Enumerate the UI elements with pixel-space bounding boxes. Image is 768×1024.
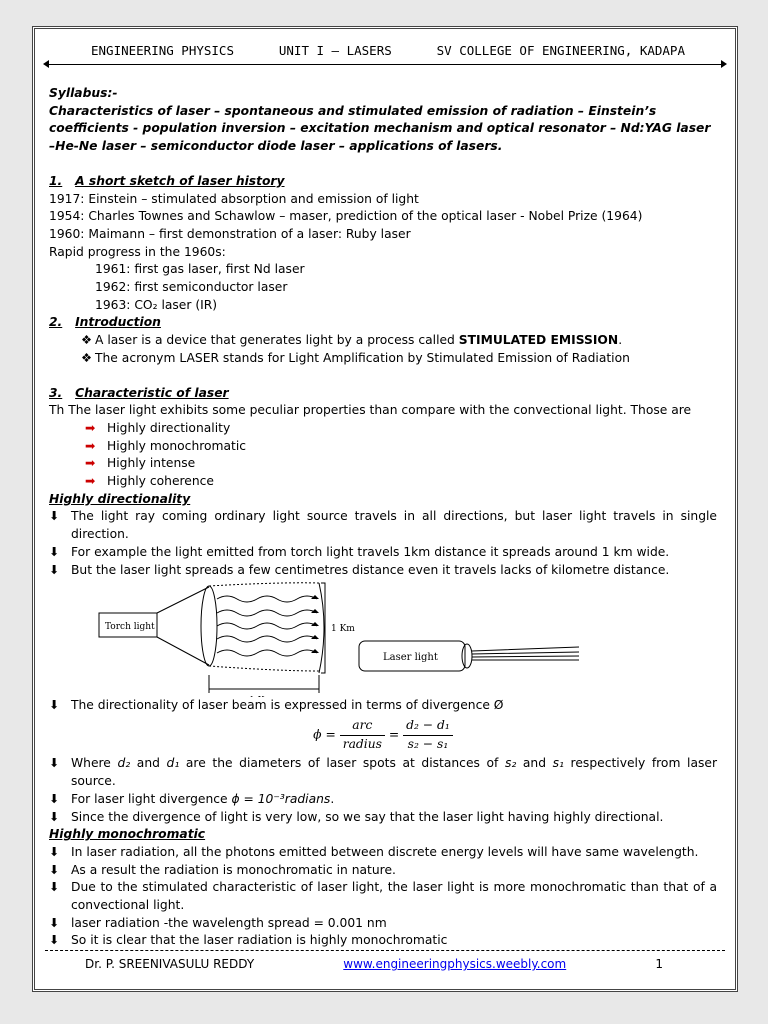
torch-label: Torch light	[105, 622, 155, 633]
torch-lens	[201, 586, 217, 666]
page-number: 1	[655, 957, 663, 971]
download-arrow-icon: ⬇	[49, 562, 60, 577]
red-arrow-icon: ➡	[85, 438, 96, 453]
divergence-equation: ϕ = $\frac{\text{arc}}{\text{radius}}$ = $\frac{\text{d₂ − d₁}}{\text{s₂ − s₁}}$	[49, 717, 717, 753]
download-arrow-icon: ⬇	[49, 862, 60, 877]
directionality-bullet: ⬇ The light ray coming ordinary light source travels in all directions, but laser light travels in single direction.	[49, 508, 717, 543]
directionality-bullet: ⬇ For example the light emitted from torch light travels 1km distance it spreads around 1 km wide.	[49, 544, 717, 562]
property-item: ➡ Highly directionality	[49, 420, 717, 438]
property-item: ➡ Highly intense	[49, 455, 717, 473]
download-arrow-icon: ⬇	[49, 544, 60, 559]
diamond-bullet-icon: ❖	[81, 333, 93, 348]
syllabus-label: Syllabus:-	[49, 86, 118, 100]
header-college: SV COLLEGE OF ENGINEERING, KADAPA	[436, 43, 685, 58]
section-1-heading: 1. A short sketch of laser history	[49, 173, 285, 188]
footer-author: Dr. P. SREENIVASULU REDDY	[85, 957, 255, 971]
history-line: 1917: Einstein – stimulated absorption and emission of light	[49, 191, 419, 206]
width-label: 1 Km	[331, 624, 355, 635]
section-3-heading: 3. Characteristic of laser	[49, 385, 229, 400]
history-sub-line: 1962: first semiconductor laser	[95, 280, 288, 295]
property-item: ➡ Highly monochromatic	[49, 438, 717, 456]
footer-website-link[interactable]: www.engineeringphysics.weebly.com	[343, 957, 567, 971]
download-arrow-icon: ⬇	[49, 844, 60, 859]
distance-label	[249, 696, 273, 697]
monochromatic-bullet: ⬇ In laser radiation, all the photons emitted between discrete energy levels will have same wavelength.	[49, 844, 717, 862]
download-arrow-icon: ⬇	[49, 809, 60, 824]
directionality-heading: Highly directionality	[49, 491, 191, 506]
document-page	[32, 26, 738, 992]
page-content	[49, 85, 717, 950]
download-arrow-icon: ⬇	[49, 791, 60, 806]
download-arrow-icon: ⬇	[49, 509, 60, 524]
monochromatic-bullet: ⬇ As a result the radiation is monochromatic in nature.	[49, 862, 717, 880]
header-rule	[45, 64, 725, 65]
torch-vs-laser-diagram	[49, 579, 739, 697]
directionality-bullet: ⬇ Since the divergence of light is very low, so we say that the laser light having highly directional.	[49, 809, 717, 827]
directionality-bullet: ⬇ But the laser light spreads a few centimetres distance even it travels lacks of kilometre distance.	[49, 562, 717, 580]
monochromatic-bullet: ⬇ laser radiation -the wavelength spread = 0.001 nm	[49, 915, 717, 933]
diamond-bullet-icon: ❖	[81, 350, 93, 365]
property-item: ➡ Highly coherence	[49, 473, 717, 491]
download-arrow-icon: ⬇	[49, 880, 60, 895]
directionality-bullet: ⬇ Where d₂ and d₁ are the diameters of laser spots at distances of s₂ and s₁ respectively from laser source.	[49, 755, 717, 790]
red-arrow-icon: ➡	[85, 474, 96, 489]
header-unit: UNIT I – LASERS	[278, 43, 392, 58]
monochromatic-heading: Highly monochromatic	[49, 827, 206, 842]
directionality-bullet: ⬇ The directionality of laser beam is expressed in terms of divergence Ø	[49, 697, 717, 715]
history-line: Rapid progress in the 1960s:	[49, 244, 226, 259]
intro-bullet: ❖ A laser is a device that generates light by a process called STIMULATED EMISSION.	[49, 332, 717, 350]
monochromatic-bullet: ⬇ So it is clear that the laser radiation is highly monochromatic	[49, 932, 717, 950]
page-footer	[45, 950, 725, 977]
header-subject: ENGINEERING PHYSICS	[91, 43, 234, 58]
section-2-heading: 2. Introduction	[49, 315, 161, 330]
download-arrow-icon: ⬇	[49, 915, 60, 930]
divergence-figure	[49, 579, 717, 697]
download-arrow-icon: ⬇	[49, 756, 60, 771]
history-sub-line: 1961: first gas laser, first Nd laser	[95, 262, 305, 277]
red-arrow-icon: ➡	[85, 420, 96, 435]
laser-label: Laser light	[383, 652, 438, 664]
syllabus-text: Characteristics of laser – spontaneous and stimulated emission of radiation – Einstein’s coefficients - population inversion – excitation mechanism and optical resonator – Nd:YAG laser –He-Ne laser – semiconductor diode laser – applications of lasers.	[49, 103, 711, 154]
history-line: 1960: Maimann – first demonstration of a laser: Ruby laser	[49, 226, 411, 241]
intro-bullet: ❖ The acronym LASER stands for Light Amplification by Stimulated Emission of Radiation	[49, 350, 717, 368]
download-arrow-icon: ⬇	[49, 933, 60, 948]
monochromatic-bullet: ⬇ Due to the stimulated characteristic of laser light, the laser light is more monochromatic than that of a convectional light.	[49, 879, 717, 914]
history-sub-line: 1963: CO₂ laser (IR)	[95, 297, 218, 312]
download-arrow-icon: ⬇	[49, 698, 60, 713]
red-arrow-icon: ➡	[85, 456, 96, 471]
history-line: 1954: Charles Townes and Schawlow – maser, prediction of the optical laser - Nobel Prize (1964)	[49, 209, 643, 224]
section-3-intro: Th The laser light exhibits some peculiar properties than compare with the convectional light. Those are	[49, 403, 692, 418]
directionality-bullet: ⬇ For laser light divergence ϕ = 10⁻³radians.	[49, 791, 717, 809]
